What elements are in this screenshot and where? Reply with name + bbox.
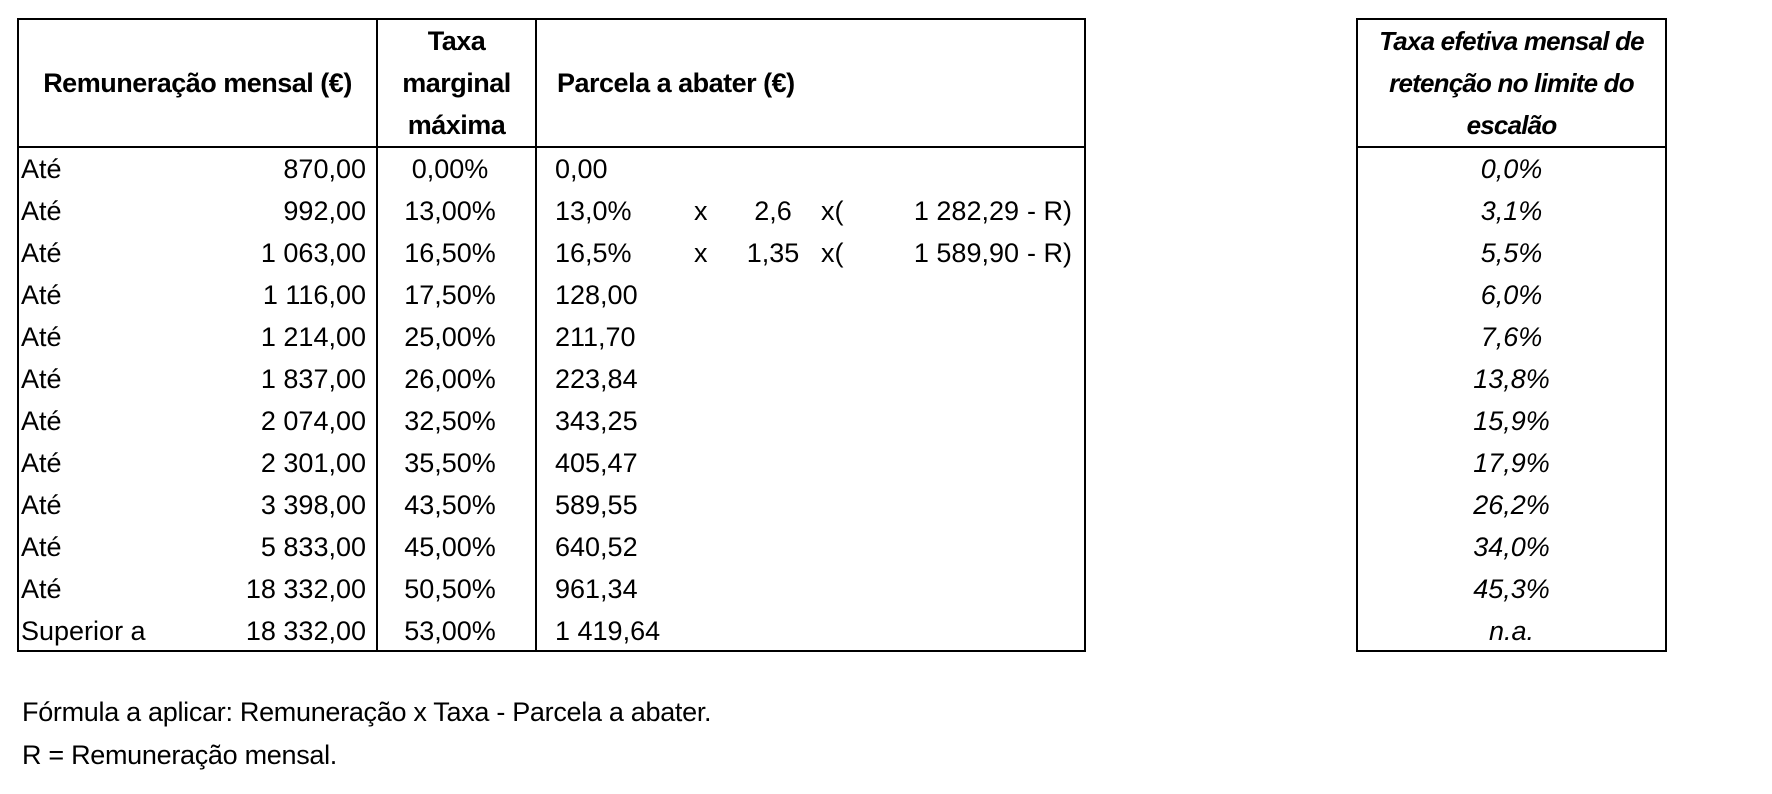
effective-rate-cell: 5,5% (1480, 238, 1543, 268)
table-row (19, 358, 1084, 400)
row-label: Até (21, 196, 62, 226)
effective-rate-cell: 3,1% (1480, 196, 1543, 226)
r-definition-note: R = Remuneração mensal. (22, 740, 338, 770)
row-label: Até (21, 280, 62, 310)
parcela-abater: 961,34 (555, 574, 638, 604)
parcela-abater: 211,70 (555, 322, 636, 352)
parcela-abater: 589,55 (555, 490, 638, 520)
header-taxa-line3: máxima (407, 110, 506, 140)
base-amount (881, 316, 1019, 358)
table-row (19, 148, 1084, 190)
multiply-sign: x (694, 238, 708, 268)
multiply-paren: x( (821, 196, 844, 226)
row-label: Até (21, 238, 62, 268)
marginal-rate: 13,00% (404, 196, 496, 226)
marginal-rate: 25,00% (404, 322, 496, 352)
income-limit: 2 301,00 (260, 448, 366, 478)
multiplier (734, 568, 812, 610)
formula-note: Fórmula a aplicar: Remuneração x Taxa - Parcela a abater. (22, 697, 712, 727)
multiplier (734, 610, 812, 652)
marginal-rate: 0,00% (411, 154, 489, 184)
multiplier (734, 358, 812, 400)
effective-rate-cell: 0,0% (1480, 154, 1543, 184)
effective-rate-cell: 17,9% (1473, 448, 1550, 478)
parcela-abater: 0,00 (555, 154, 608, 184)
marginal-rate: 26,00% (404, 364, 496, 394)
table-row (19, 232, 1084, 274)
base-amount (881, 526, 1019, 568)
row-label: Até (21, 154, 62, 184)
effective-header-line3: escalão (1466, 110, 1557, 140)
parcela-abater: 13,0% (555, 196, 632, 226)
table-row (19, 484, 1084, 526)
base-amount: 1 589,90 (913, 238, 1019, 268)
multiplier: 2,6 (754, 196, 792, 226)
multiply-sign: x (694, 196, 708, 226)
effective-rate-cell: 6,0% (1480, 280, 1543, 310)
marginal-rate: 53,00% (404, 616, 496, 646)
multiplier: 1,35 (746, 238, 800, 268)
marginal-rate: 50,50% (404, 574, 496, 604)
table-row (19, 316, 1084, 358)
withholding-table (17, 18, 1086, 652)
base-amount (881, 274, 1019, 316)
parcela-abater: 640,52 (555, 532, 638, 562)
effective-rate-cell: 34,0% (1473, 532, 1550, 562)
effective-header-line1: Taxa efetiva mensal de (1379, 26, 1644, 56)
row-label: Até (21, 532, 62, 562)
multiplier (734, 484, 812, 526)
multiplier (734, 148, 812, 190)
effective-header-line2: retenção no limite do (1389, 68, 1634, 98)
base-amount (881, 484, 1019, 526)
multiply-paren: x( (821, 238, 844, 268)
effective-rate-cell: 45,3% (1473, 574, 1550, 604)
row-label: Até (21, 574, 62, 604)
income-limit: 18 332,00 (245, 616, 366, 646)
base-amount (881, 358, 1019, 400)
income-limit: 1 837,00 (260, 364, 366, 394)
income-limit: 1 063,00 (260, 238, 366, 268)
base-amount (881, 568, 1019, 610)
multiplier (734, 526, 812, 568)
table-row (19, 274, 1084, 316)
effective-rate-cell: 15,9% (1473, 406, 1550, 436)
base-amount: 1 282,29 (913, 196, 1019, 226)
income-limit: 1 214,00 (260, 322, 366, 352)
marginal-rate: 17,50% (404, 280, 496, 310)
header-parcela: Parcela a abater (€) (557, 68, 795, 98)
multiplier (734, 400, 812, 442)
base-amount (881, 442, 1019, 484)
row-label: Até (21, 490, 62, 520)
income-limit: 1 116,00 (262, 280, 366, 310)
table-row (19, 442, 1084, 484)
marginal-rate: 43,50% (404, 490, 496, 520)
table-row (19, 190, 1084, 232)
effective-rate-cell: 7,6% (1480, 322, 1543, 352)
income-limit: 5 833,00 (260, 532, 366, 562)
effective-rate-cell: n.a. (1488, 616, 1535, 646)
table-row (19, 568, 1084, 610)
row-label: Superior a (21, 616, 146, 646)
income-limit: 18 332,00 (245, 574, 366, 604)
row-label: Até (21, 322, 62, 352)
parcela-abater: 128,00 (555, 280, 638, 310)
parcela-abater: 223,84 (555, 364, 638, 394)
income-limit: 2 074,00 (260, 406, 366, 436)
marginal-rate: 35,50% (404, 448, 496, 478)
base-amount (881, 400, 1019, 442)
effective-rate-table (1356, 18, 1667, 652)
marginal-rate: 16,50% (404, 238, 496, 268)
table-row (19, 526, 1084, 568)
parcela-abater: 16,5% (555, 238, 632, 268)
header-remuneracao: Remuneração mensal (€) (43, 68, 352, 98)
minus-r: - R) (1027, 196, 1072, 226)
multiplier (734, 316, 812, 358)
minus-r: - R) (1027, 238, 1072, 268)
effective-rate-cell: 26,2% (1473, 490, 1550, 520)
marginal-rate: 32,50% (404, 406, 496, 436)
multiplier (734, 442, 812, 484)
base-amount (881, 610, 1019, 652)
base-amount (881, 148, 1019, 190)
effective-rate-header (1358, 20, 1665, 144)
row-label: Até (21, 448, 62, 478)
income-limit: 870,00 (283, 154, 366, 184)
table-row (19, 400, 1084, 442)
parcela-abater: 405,47 (555, 448, 638, 478)
multiplier (734, 274, 812, 316)
effective-rate-cell: 13,8% (1473, 364, 1550, 394)
parcela-abater: 1 419,64 (555, 616, 661, 646)
income-limit: 3 398,00 (260, 490, 366, 520)
row-label: Até (21, 364, 62, 394)
income-limit: 992,00 (283, 196, 366, 226)
header-taxa-line1: Taxa (427, 26, 486, 56)
marginal-rate: 45,00% (404, 532, 496, 562)
table-row (19, 610, 1084, 652)
header-taxa-line2: marginal (402, 68, 511, 98)
row-label: Até (21, 406, 62, 436)
parcela-abater: 343,25 (555, 406, 638, 436)
